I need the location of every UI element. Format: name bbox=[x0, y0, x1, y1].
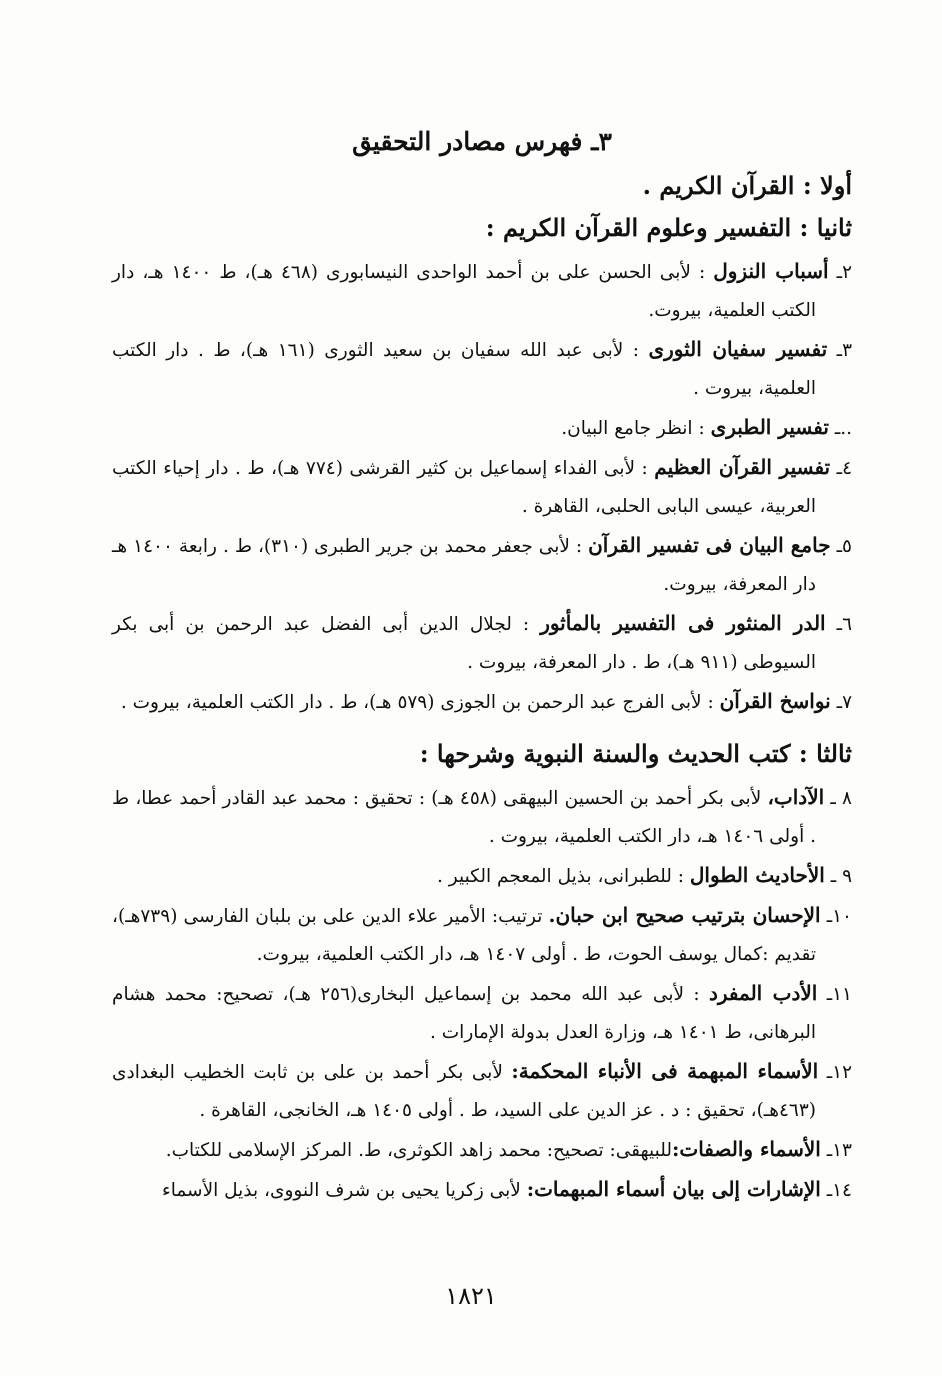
entry-details: للبيهقى: تصحيح: محمد زاهد الكوثرى، ط. المركز الإسلامى للكتاب. bbox=[165, 1140, 672, 1161]
page-number: ١٨٢١ bbox=[445, 1282, 497, 1310]
entry-number: ١٤ـ bbox=[826, 1180, 852, 1201]
section-heading-quran: أولا : القرآن الكريم . bbox=[642, 171, 852, 200]
page-title: ٣ـ فهرس مصادر التحقيق bbox=[352, 127, 612, 156]
entry-details: : لأبى عبد الله محمد بن إسماعيل البخارى(٢٥٦ هـ)، تصحيح: محمد هشام البرهانى، ط ١٤٠١ هـ، وزارة العدل بدولة الإمارات . bbox=[112, 984, 816, 1043]
entry-title: الأحاديث الطوال bbox=[689, 863, 825, 887]
entry-details: لأبى زكريا يحيى بن شرف النووى، بذيل الأسماء bbox=[162, 1180, 527, 1201]
entry-number: ٥ـ bbox=[836, 536, 852, 557]
entry-title: نواسخ القرآن bbox=[719, 689, 831, 713]
document-content bbox=[112, 122, 852, 1210]
entry-details: : لأبى الفداء إسماعيل بن كثير القرشى (٧٧٤ هـ)، ط . دار إحياء الكتب العربية، عيسى البابى الحلبى، القاهرة . bbox=[112, 458, 816, 517]
section-heading-hadith: ثالثا : كتب الحديث والسنة النبوية وشرحها : bbox=[419, 739, 852, 768]
entry-title: الإشارات إلى بيان أسماء المبهمات: bbox=[526, 1177, 821, 1201]
entry-details: : للطبرانى، بذيل المعجم الكبير . bbox=[437, 866, 690, 887]
entry-title: الأدب المفرد bbox=[708, 981, 818, 1005]
reference-entry bbox=[112, 856, 852, 896]
entry-number: ١١ـ bbox=[826, 984, 852, 1005]
entry-title: الأسماء والصفات: bbox=[671, 1137, 821, 1161]
entry-number: ٣ـ bbox=[836, 340, 852, 361]
entry-title: أسباب النزول bbox=[713, 259, 829, 283]
entry-number: ٧ـ bbox=[836, 692, 852, 713]
entry-title: الإحسان بترتيب صحيح ابن حبان. bbox=[548, 903, 821, 927]
entry-details: لأبى بكر أحمد بن على بن ثابت الخطيب البغدادى (٤٦٣هـ)، تحقيق : د . عز الدين على السيد، ط . أولى ١٤٠٥ هـ، الخانجى، القاهرة . bbox=[112, 1062, 816, 1121]
entry-number: ٩ ـ bbox=[830, 866, 852, 887]
entry-number: ١٠ـ bbox=[826, 906, 852, 927]
reference-entry bbox=[112, 974, 852, 1052]
entry-title: الأسماء المبهمة فى الأنباء المحكمة: bbox=[511, 1059, 819, 1083]
entry-number: ١٣ـ bbox=[826, 1140, 852, 1161]
entry-details: : لأبى الفرج عبد الرحمن بن الجوزى (٥٧٩ هـ)، ط . دار الكتب العلمية، بيروت . bbox=[120, 692, 720, 713]
reference-entry bbox=[112, 448, 852, 526]
entry-title: جامع البيان فى تفسير القرآن bbox=[588, 533, 831, 557]
entry-title: الآداب، bbox=[767, 785, 825, 809]
entry-number: ٤ـ bbox=[836, 458, 852, 479]
reference-entry bbox=[112, 330, 852, 408]
entry-number: ٨ ـ bbox=[830, 788, 852, 809]
reference-entry bbox=[112, 1130, 852, 1170]
reference-entry bbox=[112, 778, 852, 856]
entry-title: تفسير الطبرى bbox=[710, 415, 829, 439]
entry-title: تفسير القرآن العظيم bbox=[654, 455, 831, 479]
entry-details: : لأبى جعفر محمد بن جرير الطبرى (٣١٠)، ط . رابعة ١٤٠٠ هـ دار المعرفة، بيروت. bbox=[112, 536, 816, 595]
reference-entry bbox=[112, 1052, 852, 1130]
entry-details: : لأبى الحسن على بن أحمد الواحدى النيسابورى (٤٦٨ هـ)، ط ١٤٠٠ هـ، دار الكتب العلمية، بيروت. bbox=[112, 262, 816, 321]
entry-details: : لأبى عبد الله سفيان بن سعيد الثورى (١٦١ هـ)، ط . دار الكتب العلمية، بيروت . bbox=[112, 340, 816, 399]
entry-number: ..ـ bbox=[834, 418, 852, 439]
entry-number: ٦ـ bbox=[836, 614, 852, 635]
reference-entry bbox=[112, 604, 852, 682]
reference-entry bbox=[112, 1170, 852, 1210]
reference-entry bbox=[112, 252, 852, 330]
reference-entry bbox=[112, 408, 852, 448]
entry-title: تفسير سفيان الثورى bbox=[648, 337, 828, 361]
reference-entry bbox=[112, 526, 852, 604]
reference-entry bbox=[112, 682, 852, 722]
entry-details: لأبى بكر أحمد بن الحسين البيهقى (٤٥٨ هـ) : تحقيق : محمد عبد القادر أحمد عطا، ط . أولى ١٤٠٦ هـ، دار الكتب العلمية، بيروت . bbox=[112, 788, 816, 847]
entry-details: : انظر جامع البيان. bbox=[561, 418, 711, 439]
entry-details: ترتيب: الأمير علاء الدين على بن بلبان الفارسى (٧٣٩هـ)، تقديم :كمال يوسف الحوت، ط . أولى ١٤٠٧ هـ، دار الكتب العلمية، بيروت. bbox=[112, 906, 816, 965]
entry-number: ٢ـ bbox=[836, 262, 852, 283]
reference-entry bbox=[112, 896, 852, 974]
entry-number: ١٢ـ bbox=[826, 1062, 853, 1083]
section-heading-tafsir: ثانيا : التفسير وعلوم القرآن الكريم : bbox=[485, 213, 852, 242]
entry-title: الدر المنثور فى التفسير بالمأثور bbox=[540, 611, 826, 635]
entry-details: : لجلال الدين أبى الفضل عبد الرحمن بن أبى بكر السيوطى (٩١١ هـ)، ط . دار المعرفة، بيروت . bbox=[112, 614, 816, 673]
